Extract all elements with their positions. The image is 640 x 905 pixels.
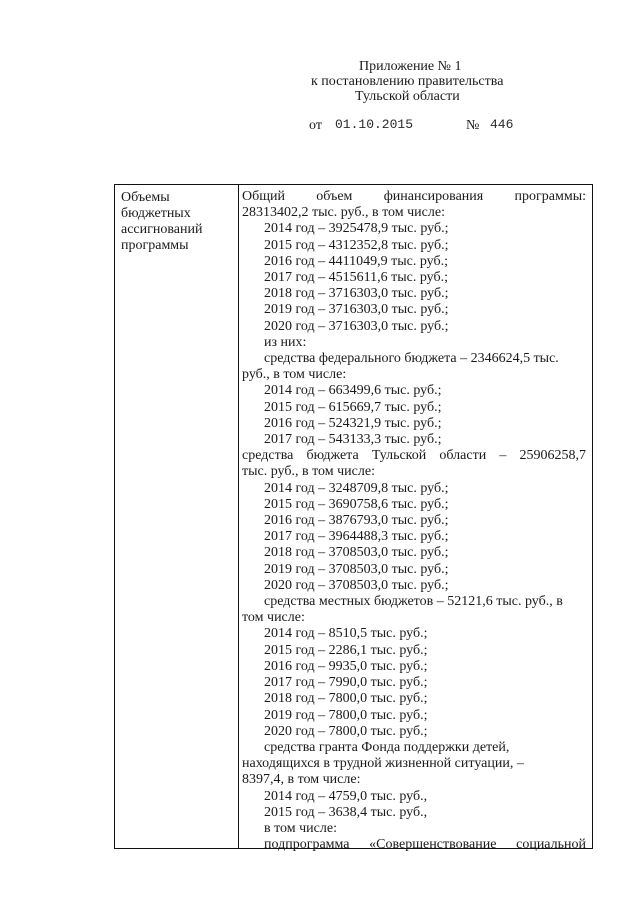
funding-line: 2014 год – 8510,5 тыс. руб.; [264,626,428,642]
funding-line: 2014 год – 3925478,9 тыс. руб.; [264,221,449,237]
funding-line: 2017 год – 3964488,3 тыс. руб.; [264,529,449,545]
funding-line: 2019 год – 3716303,0 тыс. руб.; [264,302,449,318]
date-value: 01.10.2015 [335,117,414,132]
funding-line: 2016 год – 4411049,9 тыс. руб.; [264,253,448,269]
funding-line: 2017 год – 4515611,6 тыс. руб.; [264,270,448,286]
funding-line: том числе: [242,610,305,626]
date-prefix: от [309,118,322,133]
funding-line: из них: [264,334,307,350]
number-sign: № [466,118,480,133]
funding-line: 2018 год – 7800,0 тыс. руб.; [264,691,428,707]
left-label-line: ассигнований [121,222,203,237]
funding-line: 2014 год – 4759,0 тыс. руб., [264,788,428,804]
funding-line: 2014 год – 663499,6 тыс. руб.; [264,383,442,399]
funding-line: 2015 год – 2286,1 тыс. руб.; [264,642,428,658]
funding-line: 2019 год – 7800,0 тыс. руб.; [264,707,428,723]
funding-line: 2015 год – 615669,7 тыс. руб.; [264,399,442,415]
funding-line: 2016 год – 9935,0 тыс. руб.; [264,658,428,674]
funding-line: 2019 год – 3708503,0 тыс. руб.; [264,561,449,577]
number-value: 446 [490,117,514,132]
left-label-line: программы [121,238,189,253]
funding-line: руб., в том числе: [242,367,347,383]
funding-line: 2014 год – 3248709,8 тыс. руб.; [264,480,449,496]
left-label-line: бюджетных [121,206,191,221]
funding-line: тыс. руб., в том числе: [242,464,375,480]
funding-line: 2020 год – 3708503,0 тыс. руб.; [264,577,449,593]
resolution-line: к постановлению правительства [311,74,504,89]
funding-line: 2015 год – 3638,4 тыс. руб., [264,804,428,820]
funding-line: находящихся в трудной жизненной ситуации, – [242,756,524,772]
funding-line: Общий объем финансирования программы: [242,189,586,204]
region-line: Тульской области [355,89,460,104]
funding-line: 2016 год – 3876793,0 тыс. руб.; [264,513,449,529]
funding-line: 2020 год – 7800,0 тыс. руб.; [264,723,428,739]
funding-line: средства федерального бюджета – 2346624,5 тыс. [264,351,559,367]
funding-line: 8397,4, в том числе: [242,772,361,788]
funding-line: средства местных бюджетов – 52121,6 тыс. руб., в [264,594,563,610]
funding-line: 28313402,2 тыс. руб., в том числе: [242,205,445,221]
funding-line: 2018 год – 3716303,0 тыс. руб.; [264,286,449,302]
budget-table [114,184,593,853]
appendix-title: Приложение № 1 [359,59,462,74]
right-cell [242,189,586,853]
funding-line: подпрограмма «Совершенствование социальной [264,837,586,853]
funding-line: 2017 год – 543133,3 тыс. руб.; [264,432,442,448]
funding-line: 2016 год – 524321,9 тыс. руб.; [264,415,442,431]
funding-line: 2020 год – 3716303,0 тыс. руб.; [264,318,449,334]
funding-line: в том числе: [264,820,337,836]
funding-line: 2017 год – 7990,0 тыс. руб.; [264,675,428,691]
left-cell [121,190,233,254]
funding-line: 2015 год – 3690758,6 тыс. руб.; [264,496,449,512]
funding-line: средства гранта Фонда поддержки детей, [264,739,510,755]
column-divider [238,185,239,848]
funding-line: средства бюджета Тульской области – 25906258,7 [242,448,586,464]
funding-line: 2015 год – 4312352,8 тыс. руб.; [264,237,449,253]
funding-line: 2018 год – 3708503,0 тыс. руб.; [264,545,449,561]
left-label-line: Объемы [121,190,170,205]
